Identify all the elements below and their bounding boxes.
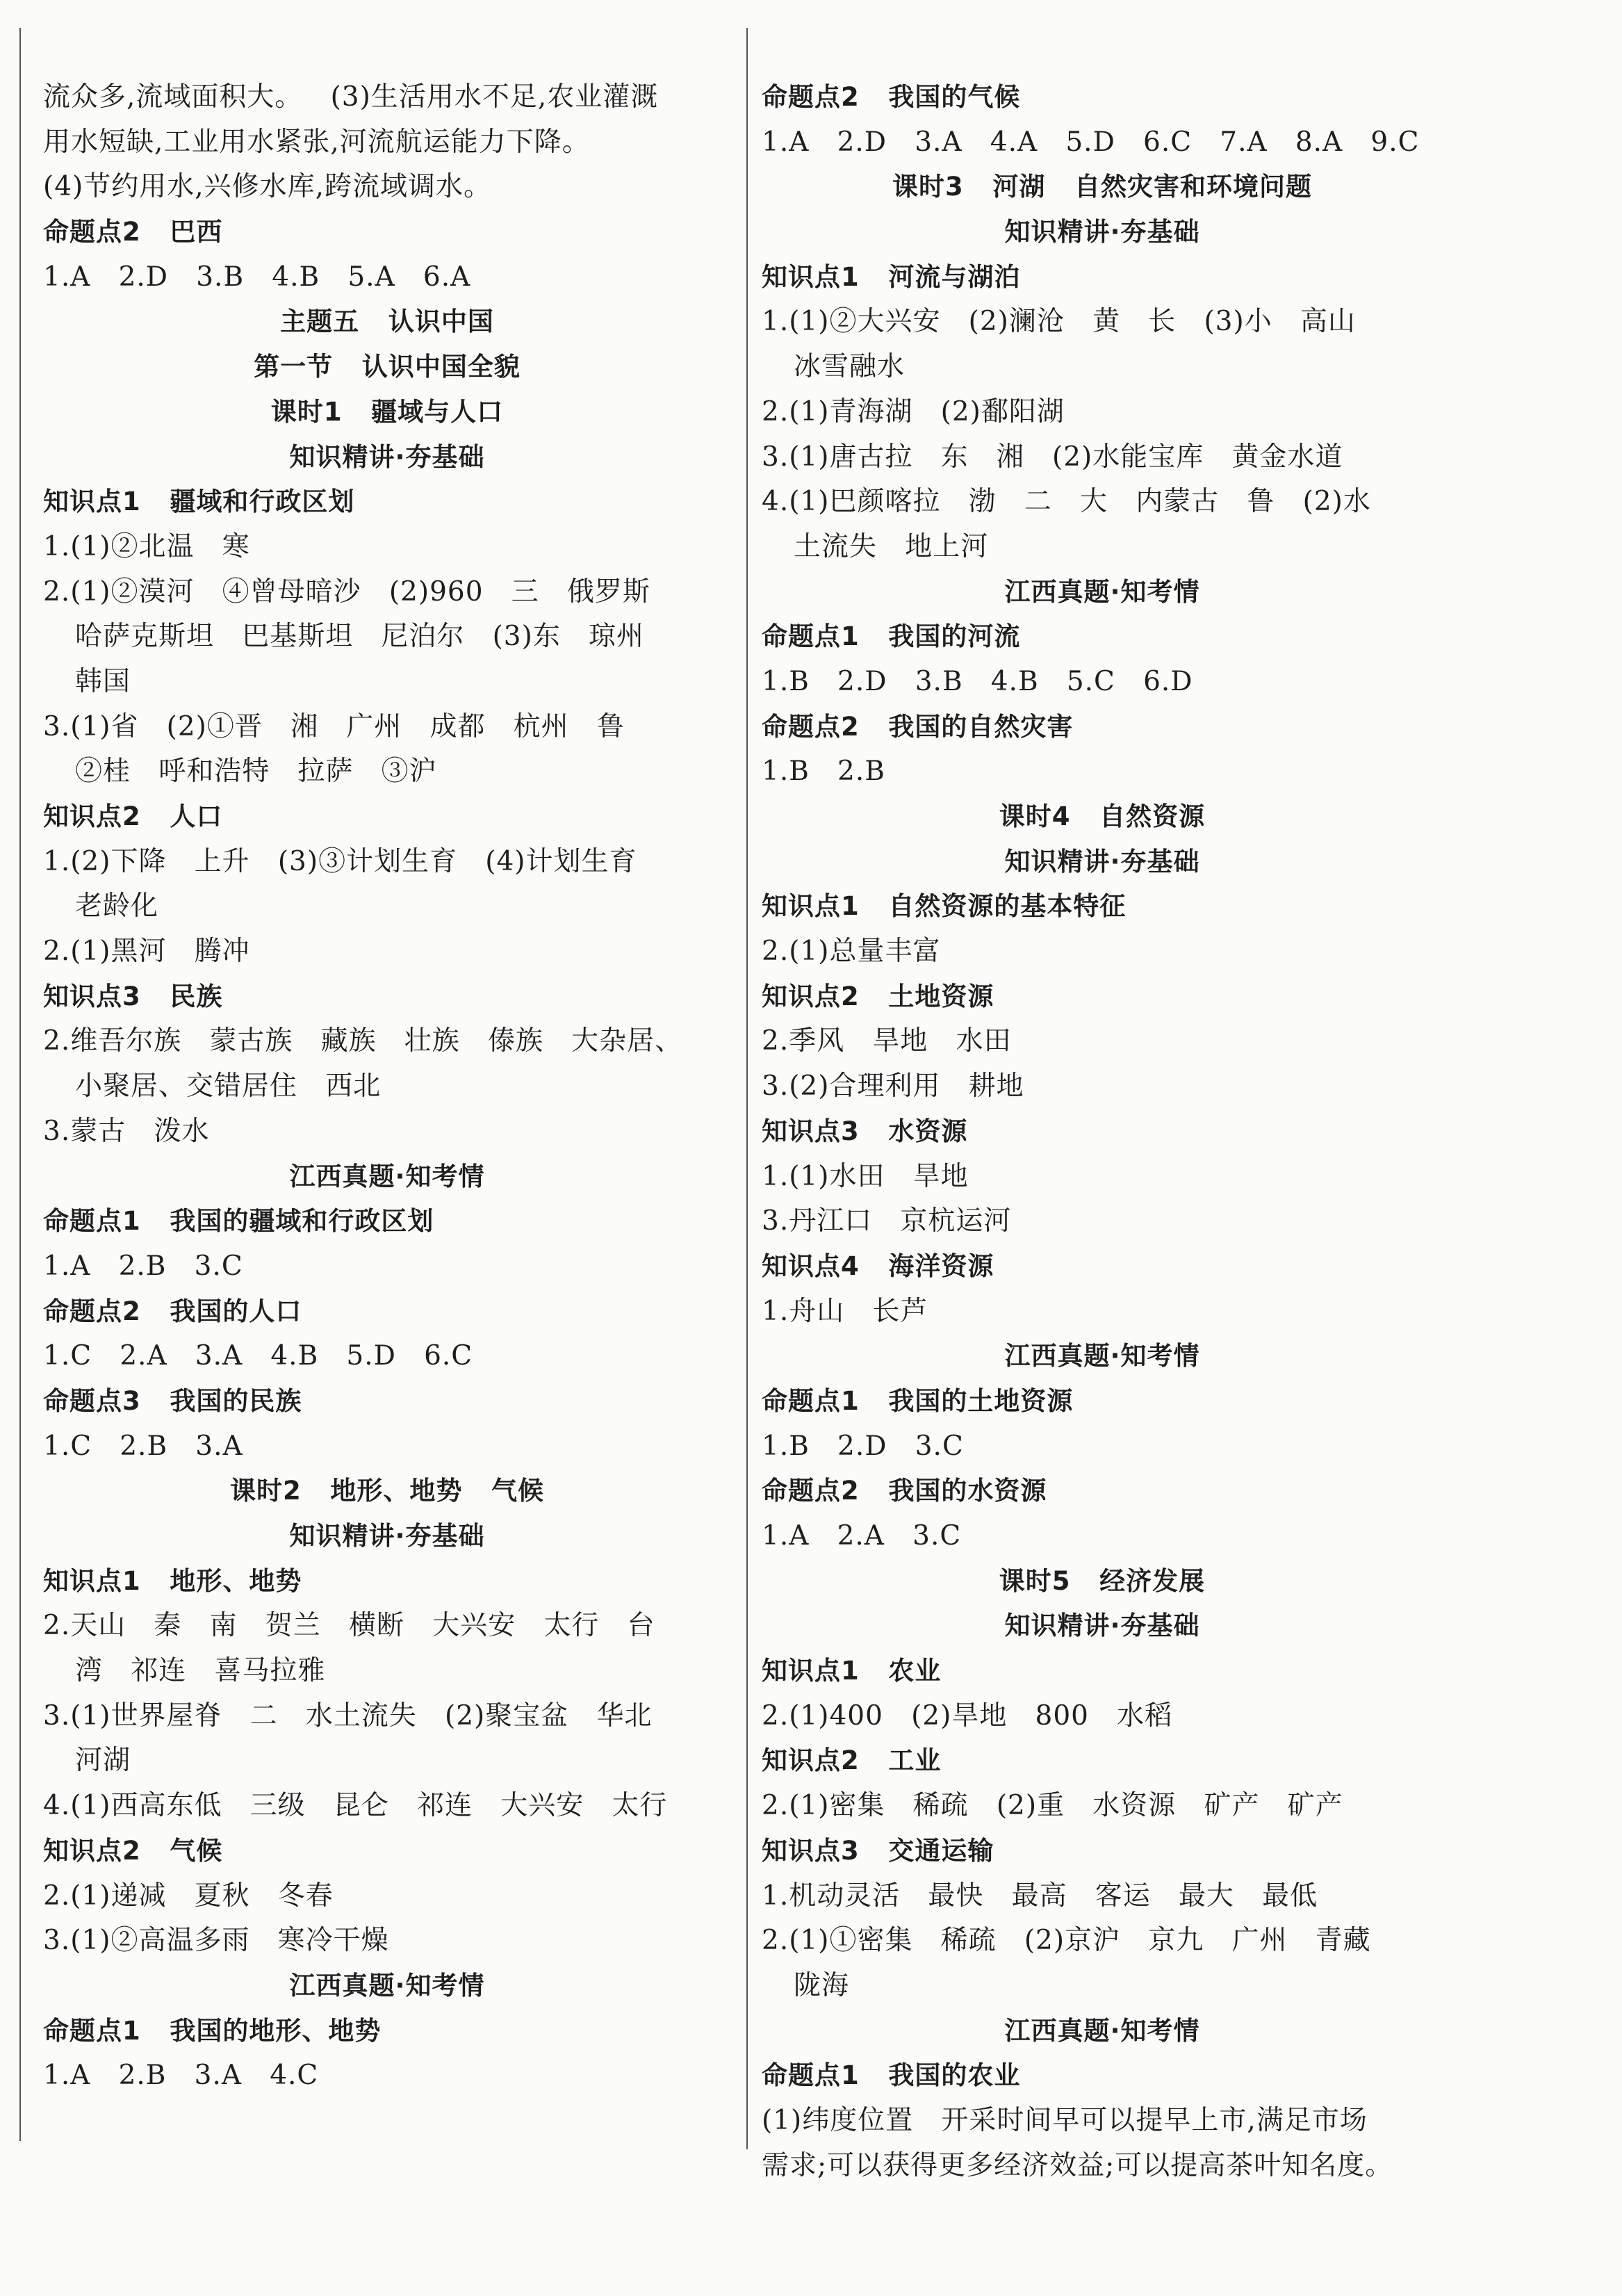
answer-line: 2.(1)总量丰富: [762, 936, 941, 968]
answer-line: 2.(1)①密集 稀疏 (2)京沪 京九 广州 青藏: [762, 1925, 1371, 1957]
answer-line: 4.(1)西高东低 三级 昆仑 祁连 大兴安 太行: [43, 1790, 668, 1822]
answer-line: 4.(1)巴颜喀拉 渤 二 大 内蒙古 鲁 (2)水: [762, 486, 1371, 518]
point-heading: 知识点1 疆域和行政区划: [43, 487, 355, 517]
answer-line: 2.天山 秦 南 贺兰 横断 大兴安 太行 台: [43, 1610, 655, 1642]
answer-line: 2.(1)密集 稀疏 (2)重 水资源 矿产 矿产: [762, 1790, 1343, 1822]
answer-line: 3.(1)②高温多雨 寒冷干燥: [43, 1925, 389, 1957]
answer-line: 3.丹江口 京杭运河: [762, 1205, 1012, 1237]
section-heading: 主题五 认识中国: [280, 307, 494, 337]
section-heading: 知识精讲·夯基础: [289, 1521, 485, 1551]
section-heading: 知识精讲·夯基础: [1004, 1611, 1200, 1641]
section-heading: 知识精讲·夯基础: [1004, 846, 1200, 877]
answer-line: 2.维吾尔族 蒙古族 藏族 壮族 傣族 大杂居、: [43, 1025, 683, 1057]
answer-line: 用水短缺,工业用水紧张,河流航运能力下降。: [43, 126, 590, 158]
answer-line: 1.A 2.B 3.A 4.C: [43, 2060, 319, 2092]
point-heading: 命题点2 我国的自然灾害: [762, 711, 1074, 742]
point-heading: 知识点2 土地资源: [762, 981, 994, 1011]
point-heading: 命题点1 我国的地形、地势: [43, 2015, 382, 2046]
answer-line: 3.(1)唐古拉 东 湘 (2)水能宝库 黄金水道: [762, 441, 1343, 473]
section-heading: 课时1 疆域与人口: [270, 396, 504, 427]
answer-line: 1.舟山 长芦: [762, 1295, 928, 1327]
point-heading: 知识点1 农业: [762, 1656, 942, 1686]
answer-line: 1.C 2.A 3.A 4.B 5.D 6.C: [43, 1340, 473, 1372]
left-margin-rule: [19, 28, 21, 2141]
point-heading: 命题点2 巴西: [43, 217, 223, 247]
answer-continuation: 土流失 地上河: [794, 530, 989, 562]
answer-line: 2.(1)②漠河 ④曾母暗沙 (2)960 三 俄罗斯: [43, 576, 650, 608]
answer-line: (1)纬度位置 开采时间早可以提早上市,满足市场: [762, 2104, 1368, 2136]
answer-line: 1.B 2.B: [762, 756, 885, 788]
answer-line: 3.(1)省 (2)①晋 湘 广州 成都 杭州 鲁: [43, 710, 625, 742]
point-heading: 命题点1 我国的农业: [762, 2060, 1021, 2091]
answer-continuation: 韩国: [75, 665, 131, 697]
section-heading: 课时2 地形、地势 气候: [229, 1476, 545, 1506]
point-heading: 命题点1 我国的疆域和行政区划: [43, 1206, 434, 1237]
point-heading: 知识点4 海洋资源: [762, 1251, 994, 1281]
answer-line: 1.B 2.D 3.B 4.B 5.C 6.D: [762, 665, 1193, 697]
point-heading: 知识点3 交通运输: [762, 1835, 994, 1866]
point-heading: 命题点3 我国的民族: [43, 1385, 302, 1416]
section-heading: 课时3 河湖 自然灾害和环境问题: [892, 172, 1313, 202]
point-heading: 知识点1 地形、地势: [43, 1565, 302, 1596]
answer-continuation: ②桂 呼和浩特 拉萨 ③沪: [75, 756, 437, 788]
answer-line: 1.(1)②北温 寒: [43, 530, 250, 562]
answer-continuation: 老龄化: [75, 890, 159, 922]
answer-line: 流众多,流域面积大。 (3)生活用水不足,农业灌溉: [43, 81, 659, 113]
answer-line: 3.(2)合理利用 耕地: [762, 1070, 1024, 1102]
point-heading: 知识点2 气候: [43, 1835, 223, 1866]
point-heading: 知识点3 民族: [43, 981, 223, 1011]
point-heading: 命题点1 我国的土地资源: [762, 1385, 1074, 1416]
point-heading: 知识点3 水资源: [762, 1116, 968, 1146]
answer-line: 1.(1)水田 旱地: [762, 1160, 969, 1192]
column-divider: [746, 28, 748, 2149]
point-heading: 知识点2 人口: [43, 801, 223, 831]
answer-line: 1.A 2.A 3.C: [762, 1520, 962, 1552]
answer-line: 1.A 2.D 3.A 4.A 5.D 6.C 7.A 8.A 9.C: [762, 126, 1420, 158]
answer-continuation: 哈萨克斯坦 巴基斯坦 尼泊尔 (3)东 琼州: [75, 621, 645, 653]
section-heading: 知识精讲·夯基础: [289, 441, 485, 472]
section-heading: 第一节 认识中国全貌: [254, 352, 521, 382]
section-heading: 课时4 自然资源: [999, 801, 1206, 831]
answer-line: 1.机动灵活 最快 最高 客运 最大 最低: [762, 1880, 1318, 1912]
answer-continuation: 冰雪融水: [794, 351, 906, 383]
point-heading: 命题点2 我国的水资源: [762, 1476, 1047, 1506]
answer-line: 2.(1)青海湖 (2)鄱阳湖: [762, 396, 1065, 428]
answer-line: 3.(1)世界屋脊 二 水土流失 (2)聚宝盆 华北: [43, 1700, 653, 1732]
answer-line: 1.C 2.B 3.A: [43, 1430, 243, 1462]
section-heading: 知识精讲·夯基础: [1004, 217, 1200, 247]
section-heading: 江西真题·知考情: [1004, 1341, 1200, 1371]
point-heading: 命题点1 我国的河流: [762, 621, 1021, 652]
answer-line: (4)节约用水,兴修水库,跨流域调水。: [43, 171, 492, 203]
answer-line: 3.蒙古 泼水: [43, 1115, 210, 1147]
section-heading: 江西真题·知考情: [1004, 576, 1200, 607]
answer-line: 2.(1)400 (2)旱地 800 水稻: [762, 1700, 1173, 1732]
answer-continuation: 陇海: [794, 1969, 850, 2001]
answer-line: 1.(1)②大兴安 (2)澜沧 黄 长 (3)小 高山: [762, 306, 1356, 338]
answer-line: 2.(1)递减 夏秋 冬春: [43, 1880, 334, 1912]
point-heading: 知识点2 工业: [762, 1745, 942, 1776]
answer-line: 2.季风 旱地 水田: [762, 1025, 1012, 1057]
answer-line: 1.(2)下降 上升 (3)③计划生育 (4)计划生育: [43, 845, 637, 877]
point-heading: 知识点1 河流与湖泊: [762, 261, 1021, 292]
left-column: [43, 75, 731, 2099]
section-heading: 课时5 经济发展: [999, 1565, 1206, 1596]
answer-continuation: 小聚居、交错居住 西北: [75, 1070, 382, 1102]
section-heading: 江西真题·知考情: [289, 1970, 485, 2001]
answer-line: 2.(1)黑河 腾冲: [43, 936, 250, 968]
answer-line: 1.A 2.D 3.B 4.B 5.A 6.A: [43, 261, 471, 293]
section-heading: 江西真题·知考情: [1004, 2015, 1200, 2046]
answer-line: 需求;可以获得更多经济效益;可以提高茶叶知名度。: [762, 2149, 1393, 2181]
answer-continuation: 河湖: [75, 1745, 131, 1777]
right-column: [762, 75, 1443, 2188]
point-heading: 命题点2 我国的气候: [762, 82, 1021, 112]
answer-continuation: 湾 祁连 喜马拉雅: [75, 1655, 326, 1687]
point-heading: 知识点1 自然资源的基本特征: [762, 891, 1127, 922]
section-heading: 江西真题·知考情: [289, 1161, 485, 1191]
point-heading: 命题点2 我国的人口: [43, 1296, 302, 1326]
answer-line: 1.A 2.B 3.C: [43, 1250, 243, 1282]
answer-line: 1.B 2.D 3.C: [762, 1430, 964, 1462]
